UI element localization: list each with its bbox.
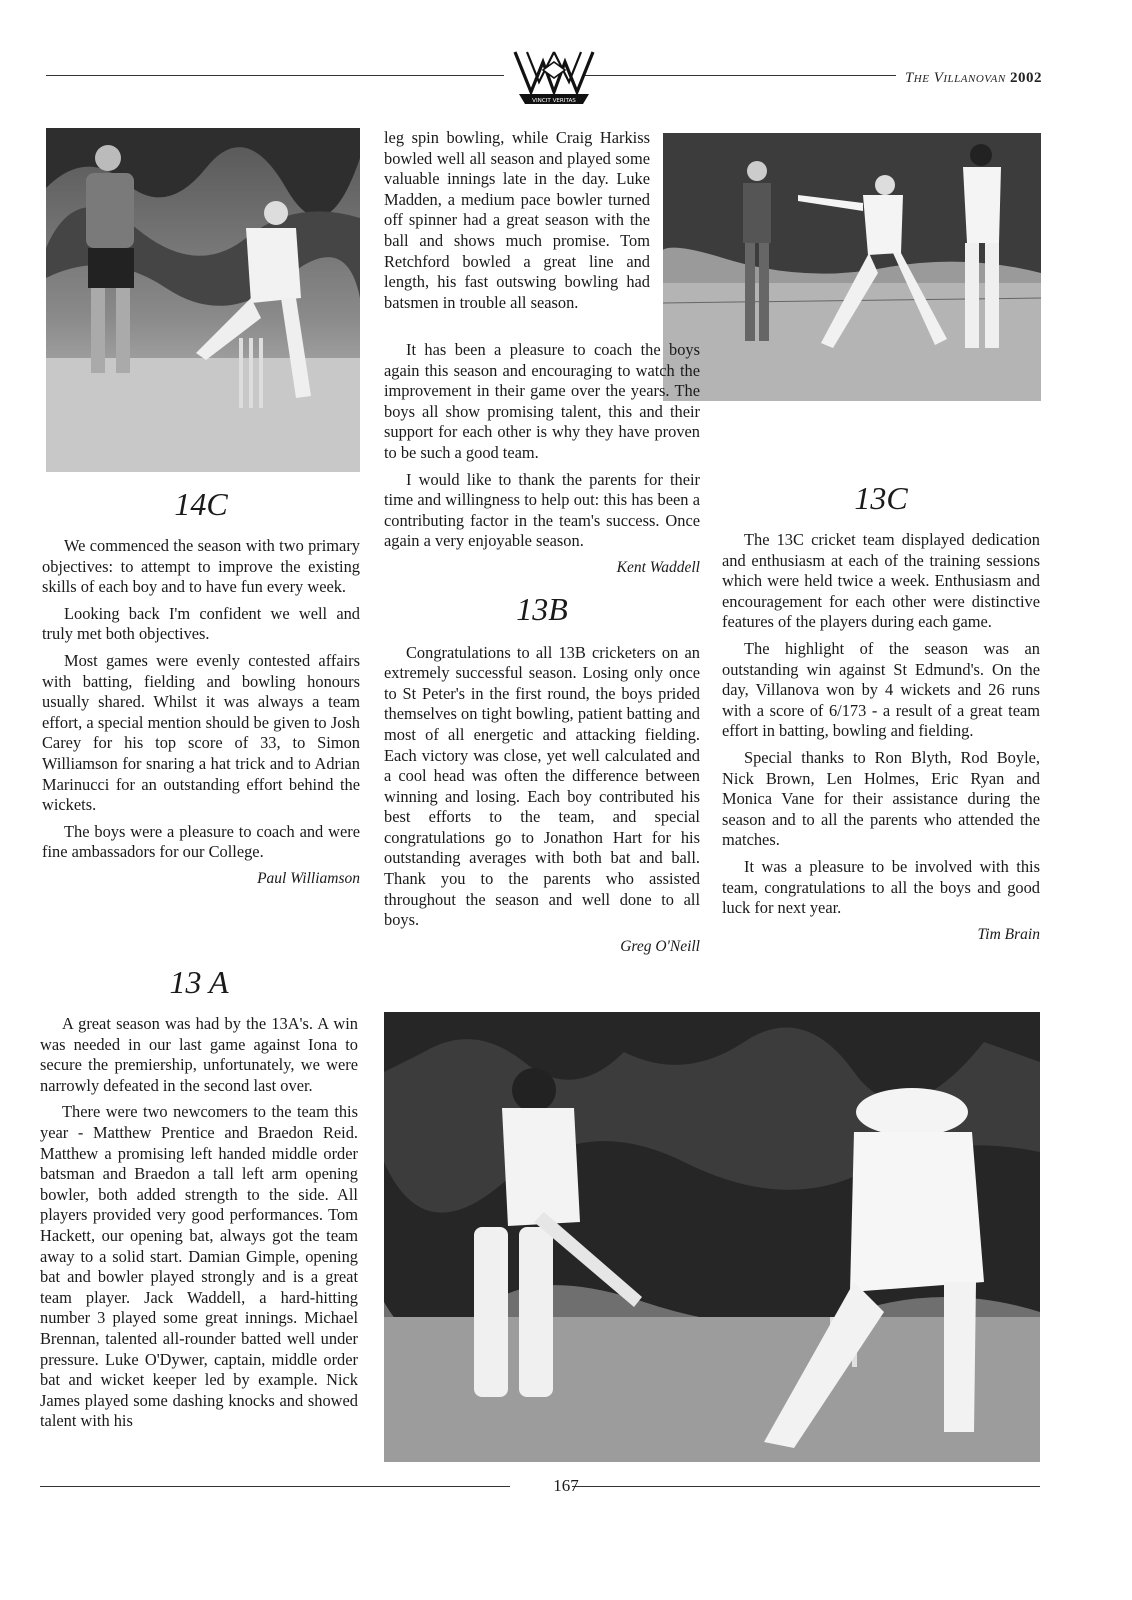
page-number: 167 bbox=[553, 1476, 579, 1495]
section-14c-paragraph: The boys were a pleasure to coach and were fine ambassadors for our College. bbox=[42, 821, 360, 862]
section-13a bbox=[40, 962, 358, 1474]
section-14c-heading: 14C bbox=[174, 486, 228, 522]
section-13c-paragraph: It was a pleasure to be involved with this team, congratulations to all the boys and good luck for next year. bbox=[722, 856, 1040, 918]
continued-paragraph: It has been a pleasure to coach the boys again this season and encouraging to watch the improvement in their game over the years. The boys all show promising talent, this and their support for each other is why they have proven to be such a good team. bbox=[384, 340, 700, 462]
section-14c-paragraph: We commenced the season with two primary objectives: to attempt to improve the existing skills of each boy and to have fun every week. bbox=[42, 536, 360, 597]
running-title-name: Villanovan bbox=[933, 70, 1006, 86]
section-14c-signature: Paul Williamson bbox=[257, 869, 360, 887]
section-13c bbox=[722, 478, 1040, 955]
running-title bbox=[905, 70, 1042, 87]
photo-batsman-and-fielder bbox=[384, 1012, 1040, 1462]
section-13a-paragraph: There were two newcomers to the team this year - Matthew Prentice and Braedon Reid. Matthew a promising left handed middle order batsman and Braedon a tall left arm opening bowler, both added strength to the side. All players provided very good performances. Tom Hackett, our opening bat, always got the team away to a solid start. Damian Gimple, opening bat and bowler played strongly and is a great team player. Jack Waddell, a hard-hitting number 3 played some great innings. Michael Brennan, talented all-rounder batted well under pressure. Luke O'Dywer, captain, middle order bat and wicket keeper led by example. Nick James played some dashing knocks and showed talent with his bbox=[40, 1102, 358, 1431]
section-14c bbox=[42, 484, 360, 900]
crest-motto: VINCIT VERITAS bbox=[532, 98, 576, 104]
section-13c-signature: Tim Brain bbox=[977, 925, 1040, 943]
section-13b-signature: Greg O'Neill bbox=[620, 937, 700, 955]
continued-signature: Kent Waddell bbox=[616, 558, 700, 576]
continued-paragraph: leg spin bowling, while Craig Harkiss bowled well all season and played some valuable innings late in the day. Luke Madden, a medium pace bowler turned off spinner had a great season with the ball and shows much promise. Tom Retchford bowled a great line and length, his fast outswing bowling had batsmen in trouble all season. bbox=[384, 128, 650, 312]
section-continued-wide bbox=[384, 340, 700, 967]
section-14c-paragraph: Looking back I'm confident we well and truly met both objectives. bbox=[42, 603, 360, 644]
section-13a-paragraph: A great season was had by the 13A's. A win was needed in our last game against Iona to secure the premiership, unfortunately, we were narrowly defeated in the second last over. bbox=[40, 1014, 358, 1095]
section-13a-heading: 13 A bbox=[169, 964, 229, 1000]
running-title-prefix: The bbox=[904, 70, 930, 86]
section-13c-paragraph: Special thanks to Ron Blyth, Rod Boyle, Nick Brown, Len Holmes, Eric Ryan and Monica Vane for their assistance during the season and to all the parents who attended the matches. bbox=[722, 747, 1040, 850]
photo-bowler-with-coach bbox=[46, 128, 360, 472]
header-rule-right bbox=[584, 75, 896, 76]
running-title-year: 2002 bbox=[1010, 70, 1042, 86]
header-rule-left bbox=[46, 75, 504, 76]
section-13c-paragraph: The highlight of the season was an outstanding win against St Edmund's. On the day, Villanova won by 4 wickets and 26 runs with a score of 6/173 - a result of a great team effort in batting, bowling and fielding. bbox=[722, 638, 1040, 741]
section-13b-heading: 13B bbox=[516, 590, 568, 627]
section-13b-paragraph: Congratulations to all 13B cricketers on an extremely successful season. Losing only once to St Peter's in the first round, the boys prided themselves on tight bowling, patient batting and most of all energetic and attacking fielding. Each victory was close, yet well calculated and a cool head was often the difference between winning and losing. Each boy contributed his best efforts to the team, and special congratulations go to Jonathon Hart for his outstanding averages with both bat and ball. Thank you to the parents who assisted throughout the season and well done to all boys. bbox=[384, 642, 700, 930]
continued-paragraph: I would like to thank the parents for their time and willingness to help out: this has been a contributing factor in the team's success. Once again a very enjoyable season. bbox=[384, 469, 700, 551]
photo-bowler-umpire-batsman bbox=[663, 133, 1041, 401]
section-13c-paragraph: The 13C cricket team displayed dedication and enthusiasm at each of the training sessions which were held twice a week. Enthusiasm and encouragement for each other were distinctive features of the players during each game. bbox=[722, 530, 1040, 632]
college-crest-logo bbox=[513, 48, 595, 106]
section-14c-paragraph: Most games were evenly contested affairs with batting, fielding and bowling honours usually shared. Whilst it was always a team effort, a special mention should be given to Josh Carey for his top score of 33, to Simon Williamson for snaring a hat trick and to Adrian Marinucci for an outstanding effort behind the wickets. bbox=[42, 650, 360, 815]
section-continued bbox=[384, 128, 650, 319]
section-13c-heading: 13C bbox=[854, 480, 908, 516]
